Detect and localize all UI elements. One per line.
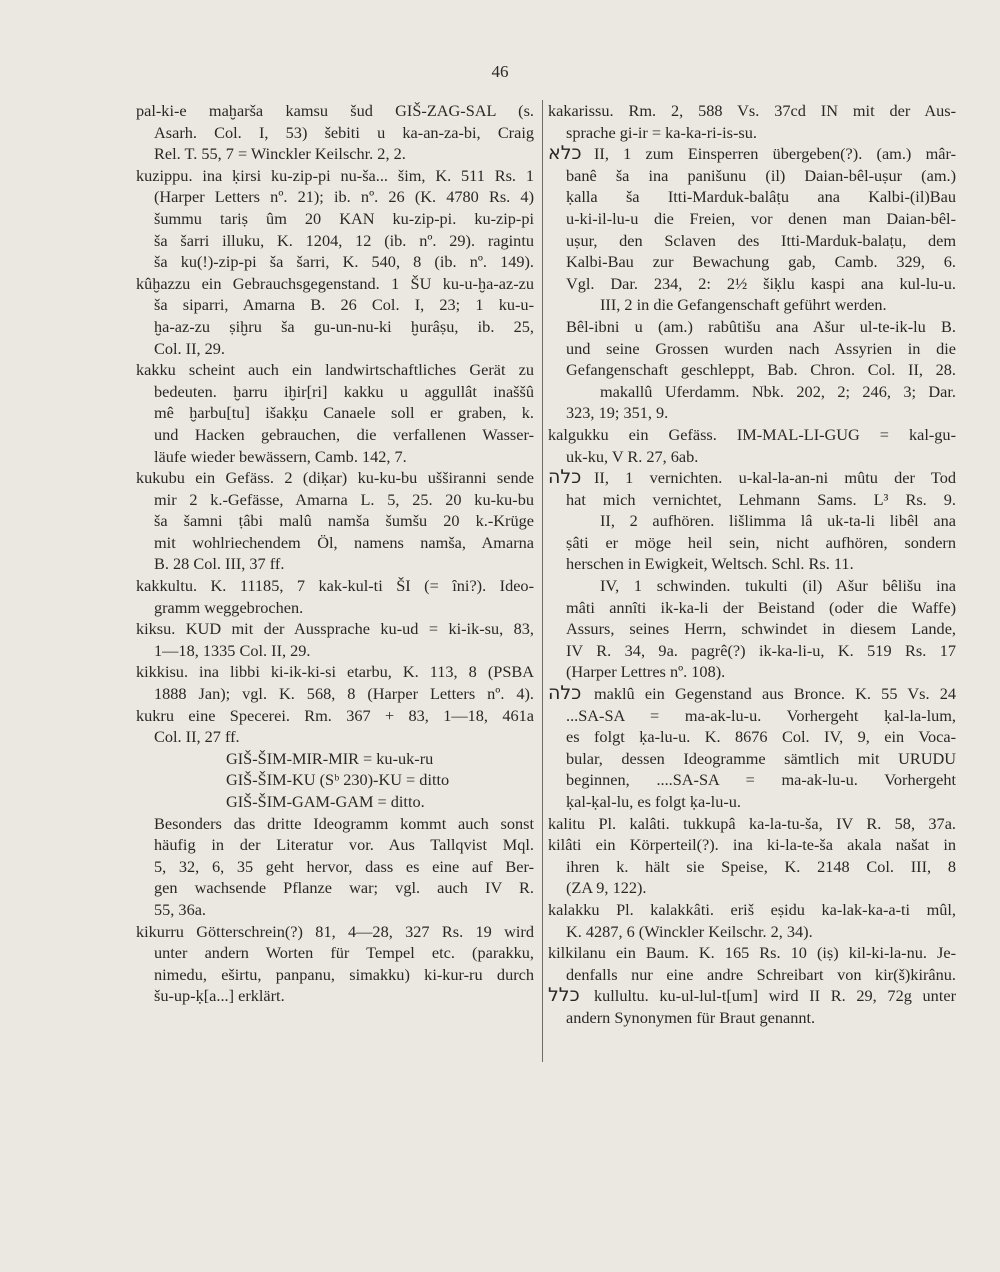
line-text: sprache gi-ir = ka-ka-ri-is-su. bbox=[566, 122, 757, 142]
hebrew-root-label: כלא bbox=[548, 142, 582, 165]
text-line bbox=[548, 273, 956, 295]
line-text: ḫa-az-zu ṣiḫru ša gu-un-nu-ki ḫurâṣu, ib. 25, bbox=[154, 316, 534, 336]
text-line bbox=[548, 316, 956, 338]
text-line bbox=[136, 122, 534, 144]
text-line bbox=[548, 402, 956, 424]
text-line bbox=[548, 294, 956, 316]
text-line bbox=[548, 640, 956, 662]
line-text: II, 2 aufhören. lišlimma lâ uk-ta-li libêl ana bbox=[600, 511, 956, 531]
line-text: ša šamni ṭâbi malû namša šumšu 20 k.-Krüge bbox=[154, 511, 534, 531]
text-line bbox=[136, 921, 534, 943]
line-text: ša ku(!)-zip-pi ša šarri, K. 540, 8 (ib. nº. 149). bbox=[154, 252, 534, 272]
column-divider bbox=[542, 100, 543, 1062]
text-line bbox=[548, 683, 956, 705]
text-line bbox=[548, 381, 956, 403]
line-text: IV, 1 schwinden. tukulti (il) Ašur bêlišu ina bbox=[600, 576, 956, 596]
line-text: kikkisu. ina libbi ki-ik-ki-si etarbu, K. 113, 8 (PSBA bbox=[136, 662, 534, 682]
line-text: und seine Grossen wurden nach Assyrien in die bbox=[566, 338, 956, 358]
line-text: maklû ein Gegenstand aus Bronce. K. 55 Vs. 24 bbox=[594, 684, 956, 704]
line-text: 323, 19; 351, 9. bbox=[566, 403, 669, 423]
line-text: ḳalla ša Itti-Marduk-balâṭu ana Kalbi-(il)Bau bbox=[566, 187, 956, 207]
line-text: mê ḫarbu[tu] išakḳu Canaele soll er graben, k. bbox=[154, 403, 534, 423]
text-line bbox=[548, 359, 956, 381]
hebrew-root-label: כלל bbox=[548, 984, 580, 1007]
text-line bbox=[548, 186, 956, 208]
line-text: kalitu Pl. kalâti. tukkupâ ka-la-tu-ša, IV R. 58, 37a. bbox=[548, 813, 956, 833]
line-text: ša šarri illuku, K. 1204, 12 (ib. nº. 29). ragintu bbox=[154, 230, 534, 250]
text-line bbox=[136, 791, 534, 813]
line-text: Bêl-ibni u (am.) rabûtišu ana Ašur ul-te-ik-lu B. bbox=[566, 316, 956, 336]
text-line bbox=[136, 446, 534, 468]
line-text: kukubu ein Gefäss. 2 (diḳar) ku-ku-bu ušširanni sende bbox=[136, 468, 534, 488]
line-text: kakarissu. Rm. 2, 588 Vs. 37cd IN mit der Aus- bbox=[548, 101, 956, 120]
line-text: šummu tariṣ ûm 20 KAN ku-zip-pi. ku-zip-pi bbox=[154, 208, 534, 228]
text-line bbox=[136, 683, 534, 705]
line-text: II, 1 vernichten. u-kal-la-an-ni mûtu der Tod bbox=[594, 468, 956, 488]
line-text: Besonders das dritte Ideogramm kommt auch sonst bbox=[154, 813, 534, 833]
text-line bbox=[136, 985, 534, 1007]
line-text: kiksu. KUD mit der Aussprache ku-ud = ki-ik-su, 83, bbox=[136, 619, 534, 639]
line-text: Col. II, 29. bbox=[154, 338, 225, 358]
line-text: 55, 36a. bbox=[154, 899, 206, 919]
text-line bbox=[548, 834, 956, 856]
line-text: andern Synonymen für Braut genannt. bbox=[566, 1007, 816, 1027]
line-text: makallû Uferdamm. Nbk. 202, 2; 246, 3; Dar. bbox=[600, 381, 956, 401]
text-line bbox=[548, 899, 956, 921]
line-text: 1888 Jan); vgl. K. 568, 8 (Harper Letters nº. 4). bbox=[154, 684, 534, 704]
line-text: uk-ku, V R. 27, 6ab. bbox=[566, 446, 699, 466]
line-text: II, 1 zum Einsperren übergeben(?). (am.) mâr- bbox=[594, 144, 956, 164]
line-text: IV R. 34, 9a. pagrê(?) ik-ka-li-u, K. 519 Rs. 17 bbox=[566, 640, 956, 660]
line-text: (Harper Letters nº. 21); ib. nº. 26 (K. 4780 Rs. 4) bbox=[154, 187, 534, 207]
text-line bbox=[136, 618, 534, 640]
line-text: kalgukku ein Gefäss. IM-MAL-LI-GUG = kal-gu- bbox=[548, 424, 956, 444]
text-line bbox=[136, 208, 534, 230]
text-line bbox=[548, 338, 956, 360]
text-line bbox=[548, 791, 956, 813]
right-column bbox=[548, 100, 956, 1029]
text-line bbox=[136, 597, 534, 619]
text-line bbox=[136, 381, 534, 403]
text-line bbox=[136, 532, 534, 554]
line-text: Assurs, seines Herrn, schwindet in diesem Lande, bbox=[566, 619, 956, 639]
text-line bbox=[136, 813, 534, 835]
line-text: kullultu. ku-ul-lul-t[um] wird II R. 29, 72g unter bbox=[594, 986, 956, 1006]
text-line bbox=[136, 899, 534, 921]
line-text: 1—18, 1335 Col. II, 29. bbox=[154, 640, 311, 660]
text-line bbox=[136, 424, 534, 446]
line-text: mir 2 k.-Gefässe, Amarna L. 5, 25. 20 ku-ku-bu bbox=[154, 489, 534, 509]
text-line bbox=[136, 661, 534, 683]
text-line bbox=[136, 510, 534, 532]
text-line bbox=[548, 467, 956, 489]
text-line bbox=[548, 726, 956, 748]
line-text: bular, dessen Ideogramme sämtlich mit URUDU bbox=[566, 748, 956, 768]
line-text: herschen in Ewigkeit, Weltsch. Schl. Rs. 11. bbox=[566, 554, 854, 574]
line-text: Asarh. Col. I, 53) šebiti u ka-an-za-bi, Craig bbox=[154, 122, 534, 142]
text-line bbox=[136, 359, 534, 381]
line-text: kalakku Pl. kalakkâti. eriš eṣidu ka-lak-ka-a-ti mûl, bbox=[548, 899, 956, 919]
line-text: denfalls nur eine andre Schreibart von kir(š)kirânu. bbox=[566, 964, 956, 984]
line-text: uṣur, den Sclaven des Itti-Marduk-balaṭu, dem bbox=[566, 230, 956, 250]
text-line bbox=[136, 575, 534, 597]
text-line bbox=[548, 813, 956, 835]
line-text: beginnen, ....SA-SA = ma-ak-lu-u. Vorhergeht bbox=[566, 770, 956, 790]
line-text: (Harper Lettres nº. 108). bbox=[566, 662, 726, 682]
line-text: ihren k. hält sie Speise, K. 2148 Col. III, 8 bbox=[566, 856, 956, 876]
text-line bbox=[548, 748, 956, 770]
text-line bbox=[548, 100, 956, 122]
line-text: (ZA 9, 122). bbox=[566, 878, 647, 898]
text-line bbox=[548, 122, 956, 144]
line-text: hat mich vernichtet, Lehmann Sams. L³ Rs. 9. bbox=[566, 489, 956, 509]
text-line bbox=[548, 661, 956, 683]
line-text: häufig in der Literatur vor. Aus Tallqvist Mql. bbox=[154, 835, 534, 855]
text-line bbox=[548, 489, 956, 511]
text-line bbox=[548, 985, 956, 1007]
line-text: kuzippu. ina ḳirsi ku-zip-pi nu-ša... šim, K. 511 Rs. 1 bbox=[136, 165, 534, 185]
line-text: GIŠ-ŠIM-MIR-MIR = ku-uk-ru bbox=[226, 748, 434, 768]
line-text: III, 2 in die Gefangenschaft geführt werden. bbox=[600, 295, 887, 315]
line-text: Vgl. Dar. 234, 2: 2½ šiḳlu kaspi ana kul-lu-u. bbox=[566, 273, 956, 293]
text-line bbox=[136, 640, 534, 662]
line-text: gen wachsende Pflanze war; vgl. auch IV R. bbox=[154, 878, 534, 898]
line-text: kilkilanu ein Baum. K. 165 Rs. 10 (iṣ) kil-ki-la-nu. Je- bbox=[548, 943, 956, 963]
text-line bbox=[548, 143, 956, 165]
text-line bbox=[136, 294, 534, 316]
text-line bbox=[548, 424, 956, 446]
line-text: kilâti ein Körperteil(?). ina ki-la-te-ša akala našat in bbox=[548, 835, 956, 855]
text-line bbox=[548, 942, 956, 964]
left-column bbox=[136, 100, 534, 1007]
text-line bbox=[548, 553, 956, 575]
text-line bbox=[136, 769, 534, 791]
text-line bbox=[136, 489, 534, 511]
text-line bbox=[548, 532, 956, 554]
text-line bbox=[548, 510, 956, 532]
text-line bbox=[548, 575, 956, 597]
line-text: K. 4287, 6 (Winckler Keilschr. 2, 34). bbox=[566, 921, 813, 941]
text-line bbox=[548, 705, 956, 727]
line-text: bedeuten. ḫarru iḫir[ri] kakku u aggullât inaššû bbox=[154, 381, 534, 401]
text-line bbox=[136, 316, 534, 338]
text-line bbox=[136, 877, 534, 899]
text-line bbox=[548, 1007, 956, 1029]
line-text: kukru eine Specerei. Rm. 367 + 83, 1—18, 461a bbox=[136, 705, 534, 725]
text-line bbox=[548, 208, 956, 230]
hebrew-root-label: כלה bbox=[548, 682, 582, 705]
text-line bbox=[136, 251, 534, 273]
text-line bbox=[136, 856, 534, 878]
text-line bbox=[548, 251, 956, 273]
text-line bbox=[548, 618, 956, 640]
line-text: läufe wieder bewässern, Camb. 142, 7. bbox=[154, 446, 407, 466]
line-text: unter andern Worten für Tempel etc. (parakku, bbox=[154, 943, 534, 963]
line-text: Rel. T. 55, 7 = Winckler Keilschr. 2, 2. bbox=[154, 144, 406, 164]
line-text: kakku scheint auch ein landwirtschaftliches Gerät zu bbox=[136, 360, 534, 380]
line-text: ṣâti er möge heil sein, nicht aufhören, sondern bbox=[566, 532, 956, 552]
text-line bbox=[548, 964, 956, 986]
text-line bbox=[548, 230, 956, 252]
text-line bbox=[136, 402, 534, 424]
line-text: es folgt ḳa-lu-u. K. 8676 Col. IV, 9, ein Voca- bbox=[566, 727, 956, 747]
text-line bbox=[136, 553, 534, 575]
text-line bbox=[136, 467, 534, 489]
line-text: šu-up-ḳ[a...] erklärt. bbox=[154, 986, 285, 1006]
text-line bbox=[136, 165, 534, 187]
line-text: Kalbi-Bau zur Bewachung gab, Camb. 329, 6. bbox=[566, 252, 956, 272]
line-text: 5, 32, 6, 35 geht hervor, dass es eine auf Ber- bbox=[154, 856, 534, 876]
line-text: ša siparri, Amarna B. 26 Col. I, 23; 1 ku-u- bbox=[154, 295, 534, 315]
text-line bbox=[136, 964, 534, 986]
line-text: Gefangenschaft geschleppt, Bab. Chron. Col. II, 28. bbox=[566, 360, 956, 380]
hebrew-root-label: כלה bbox=[548, 466, 582, 489]
text-line bbox=[548, 877, 956, 899]
line-text: u-ki-il-lu-u die Freien, vor denen man Daian-bêl- bbox=[566, 208, 956, 228]
line-text: banê ša ina panišunu (il) Daian-bêl-uṣur (am.) bbox=[566, 165, 956, 185]
text-line bbox=[548, 597, 956, 619]
text-line bbox=[548, 856, 956, 878]
line-text: gramm weggebrochen. bbox=[154, 597, 304, 617]
line-text: ḳal-ḳal-lu, es folgt ḳa-lu-u. bbox=[566, 792, 741, 811]
line-text: kikurru Götterschrein(?) 81, 4—28, 327 Rs. 19 wird bbox=[136, 921, 534, 941]
text-line bbox=[136, 273, 534, 295]
line-text: ...SA-SA = ma-ak-lu-u. Vorhergeht ḳal-la-lum, bbox=[566, 705, 956, 725]
text-line bbox=[136, 748, 534, 770]
line-text: GIŠ-ŠIM-KU (Sᵇ 230)-KU = ditto bbox=[226, 770, 450, 790]
line-text: mit wohlriechendem Öl, namens namša, Amarna bbox=[154, 532, 534, 552]
line-text: nimedu, eširtu, panpanu, simakku) ki-kur-ru durch bbox=[154, 964, 534, 984]
text-line bbox=[136, 705, 534, 727]
text-line bbox=[136, 230, 534, 252]
text-line bbox=[136, 338, 534, 360]
line-text: mâti annîti ik-ka-li der Beistand (oder die Waffe) bbox=[566, 597, 956, 617]
text-line bbox=[136, 100, 534, 122]
text-line bbox=[548, 446, 956, 468]
line-text: pal-ki-e maḫarša kamsu šud GIŠ-ZAG-SAL (s. bbox=[136, 101, 534, 120]
page-number: 46 bbox=[491, 62, 509, 81]
text-line bbox=[136, 834, 534, 856]
line-text: GIŠ-ŠIM-GAM-GAM = ditto. bbox=[226, 792, 425, 811]
text-line bbox=[548, 769, 956, 791]
text-line bbox=[136, 726, 534, 748]
text-line bbox=[136, 186, 534, 208]
line-text: kûḫazzu ein Gebrauchsgegenstand. 1 ŠU ku-u-ḫa-az-zu bbox=[136, 273, 534, 293]
line-text: und Hacken gebrauchen, die verfallenen Wasser- bbox=[154, 424, 534, 444]
text-line bbox=[548, 921, 956, 943]
line-text: Col. II, 27 ff. bbox=[154, 727, 240, 747]
line-text: B. 28 Col. III, 37 ff. bbox=[154, 554, 285, 574]
text-line bbox=[136, 942, 534, 964]
text-line bbox=[548, 165, 956, 187]
text-line bbox=[136, 143, 534, 165]
line-text: kakkultu. K. 11185, 7 kak-kul-ti ŠI (= îni?). Ideo- bbox=[136, 576, 534, 596]
